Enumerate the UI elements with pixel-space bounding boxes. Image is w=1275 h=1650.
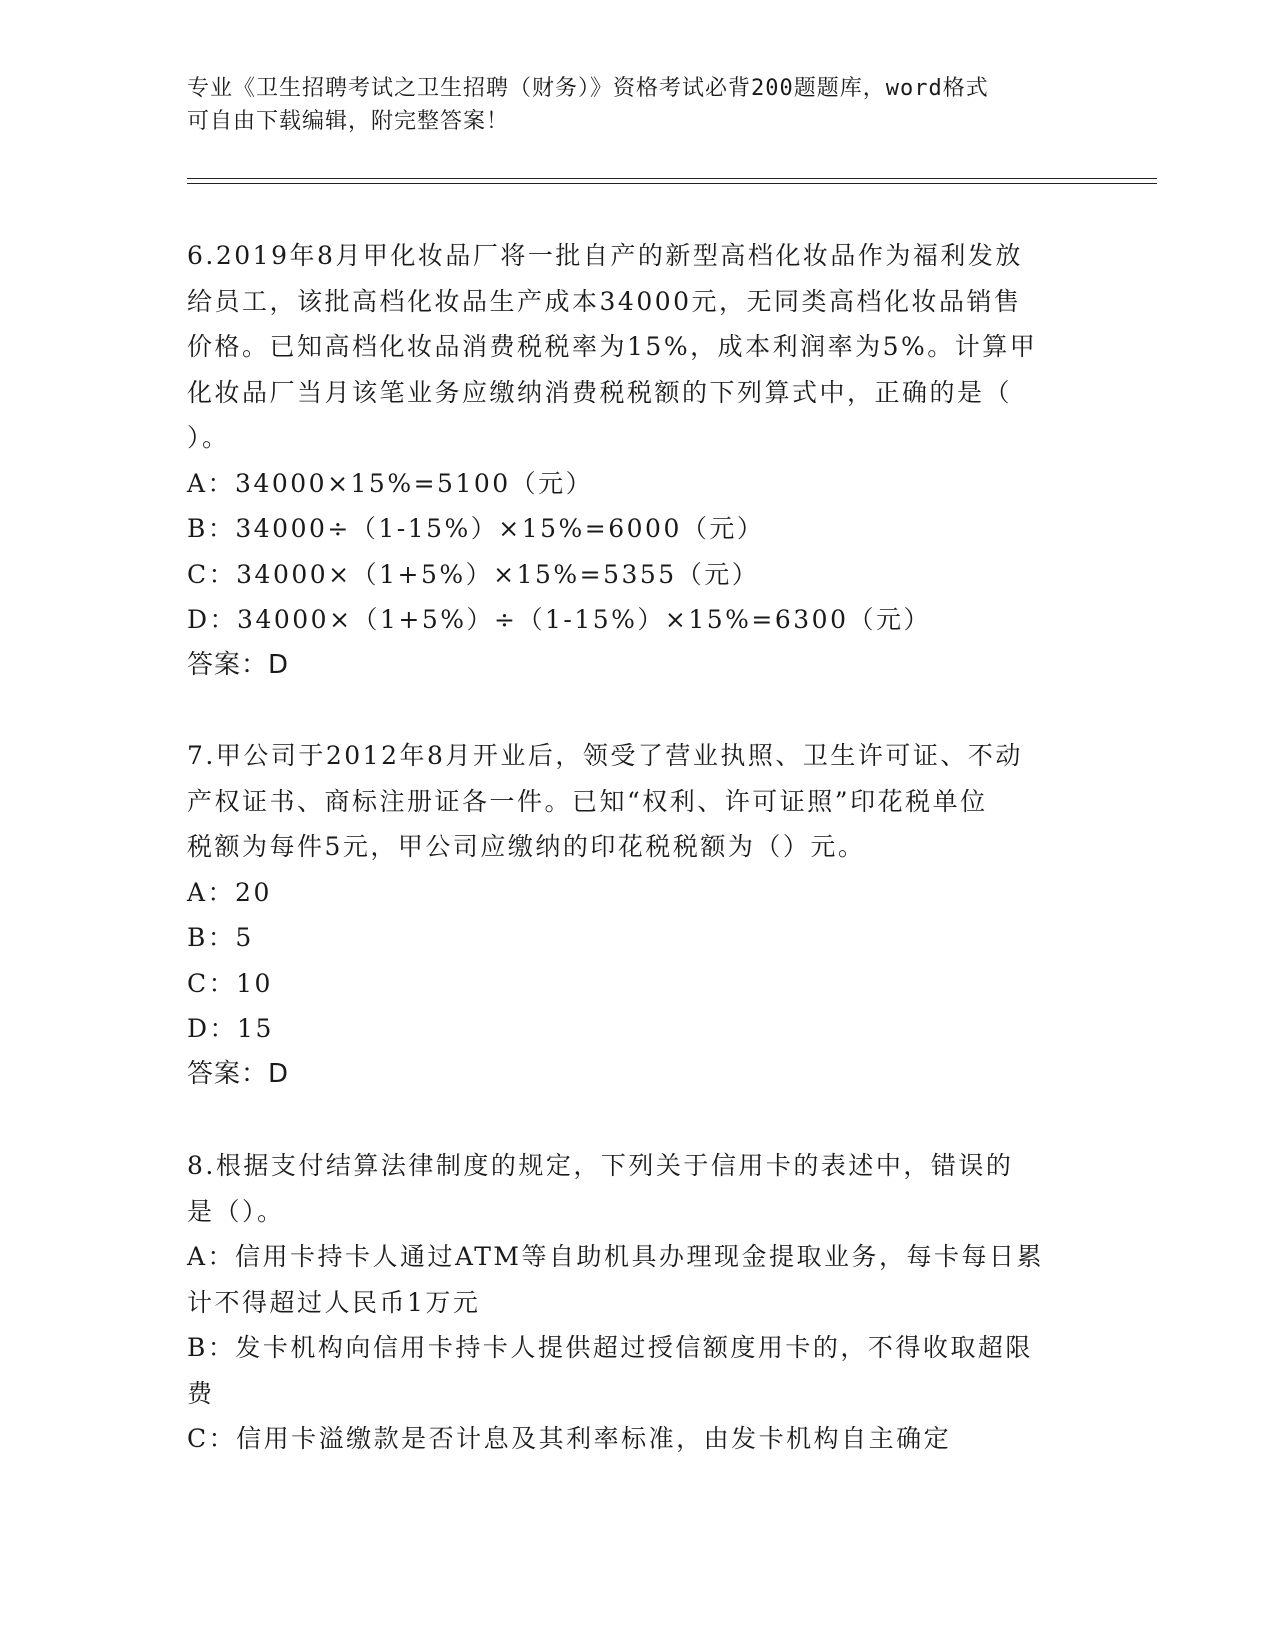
question-7 — [187, 733, 1067, 1097]
option-b-continued: 费 — [187, 1378, 215, 1408]
header-divider-bottom — [187, 183, 1157, 184]
answer: 答案：D — [187, 649, 290, 680]
question-stem-line: 产权证书、商标注册证各一件。已知“权利、许可证照”印花税单位 — [187, 786, 988, 816]
question-stem-line: 化妆品厂当月该笔业务应缴纳消费税税额的下列算式中，正确的是（ — [187, 377, 1013, 407]
option-c: C：34000×（1+5%）×15%=5355（元） — [187, 559, 760, 589]
question-6 — [187, 233, 1067, 688]
option-c: C：10 — [187, 968, 273, 998]
option-b: B：34000÷（1-15%）×15%=6000（元） — [187, 514, 765, 543]
question-stem-line: 价格。已知高档化妆品消费税税率为15%，成本利润率为5%。计算甲 — [187, 332, 1038, 361]
document-header — [187, 72, 1067, 138]
question-stem-line: 7.甲公司于2012年8月开业后，领受了营业执照、卫生许可证、不动 — [187, 741, 1023, 770]
option-a: A：34000×15%=5100（元） — [187, 468, 594, 498]
option-b: B：发卡机构向信用卡持卡人提供超过授信额度用卡的，不得收取超限 — [187, 1333, 1033, 1362]
question-stem-line: ）。 — [187, 423, 230, 452]
question-8 — [187, 1143, 1067, 1462]
header-divider-top — [187, 178, 1157, 179]
question-stem-line: 是（）。 — [187, 1196, 285, 1226]
option-b: B：5 — [187, 923, 254, 952]
answer: 答案：D — [187, 1058, 290, 1089]
option-a: A：信用卡持卡人通过ATM等自助机具办理现金提取业务，每卡每日累 — [187, 1242, 1045, 1271]
option-a: A：20 — [187, 877, 272, 907]
question-stem-line: 税额为每件5元，甲公司应缴纳的印花税税额为（）元。 — [187, 832, 866, 861]
option-d: D：15 — [187, 1014, 274, 1043]
option-a-continued: 计不得超过人民币1万元 — [187, 1287, 481, 1317]
option-c: C：信用卡溢缴款是否计息及其利率标准，由发卡机构自主确定 — [187, 1424, 952, 1453]
header-line-1: 专业《卫生招聘考试之卫生招聘（财务）》资格考试必背200题题库，word格式 — [187, 76, 989, 101]
question-stem-line: 给员工，该批高档化妆品生产成本34000元，无同类高档化妆品销售 — [187, 286, 1022, 316]
question-stem-line: 8.根据支付结算法律制度的规定，下列关于信用卡的表述中，错误的 — [187, 1151, 1014, 1180]
option-d: D：34000×（1+5%）÷（1-15%）×15%=6300（元） — [187, 605, 931, 634]
question-stem-line: 6.2019年8月甲化妆品厂将一批自产的新型高档化妆品作为福利发放 — [187, 241, 1023, 270]
header-line-2: 可自由下载编辑，附完整答案！ — [187, 109, 510, 134]
